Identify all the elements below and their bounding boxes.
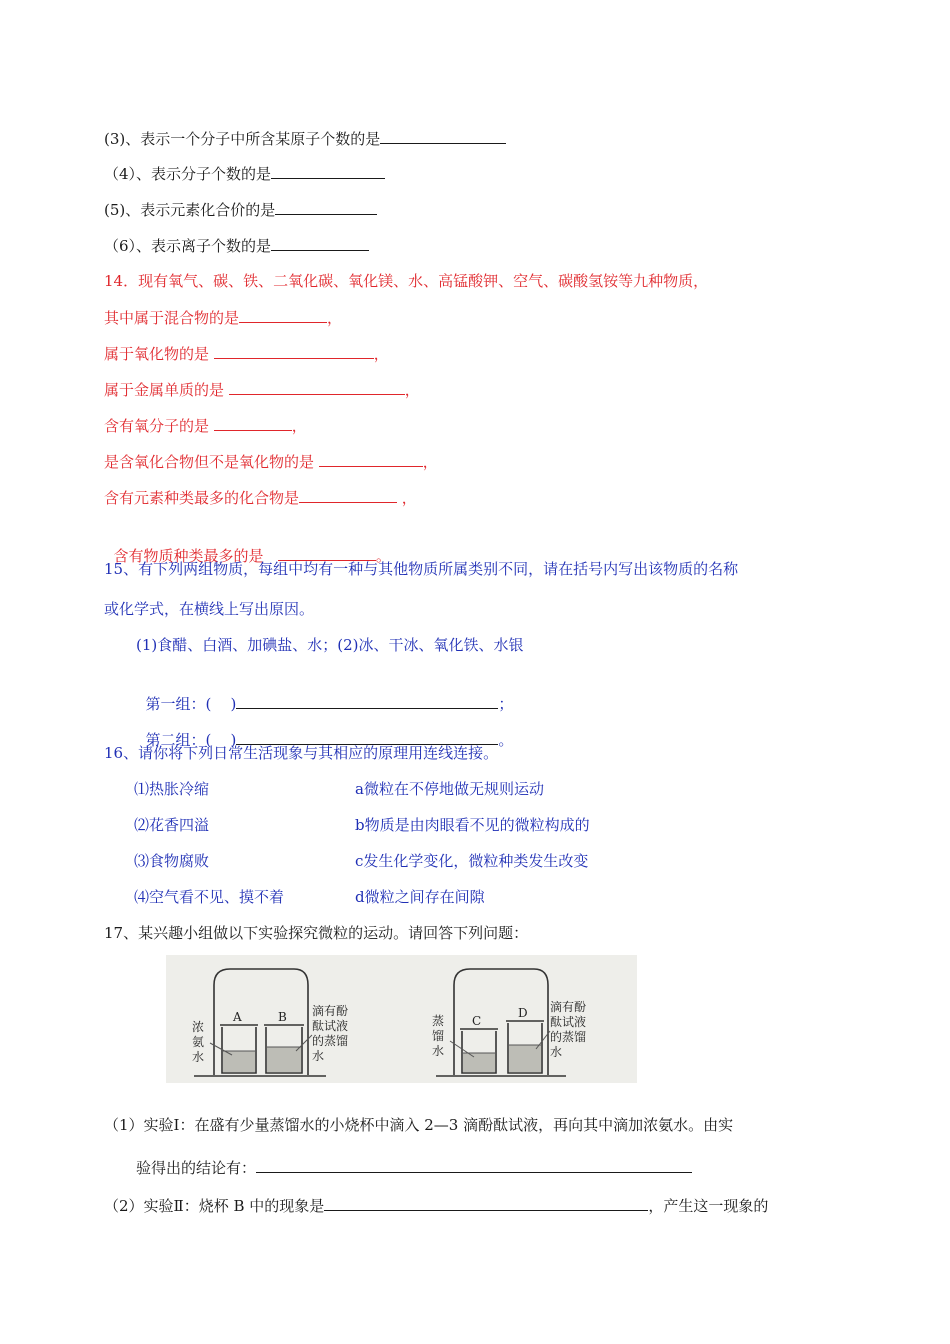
q17-sub1-line2 bbox=[136, 1156, 692, 1178]
q16-right-c[interactable]: c发生化学变化，微粒种类发生改变 bbox=[355, 852, 589, 870]
q15-group-1-label: 第一组：( ) bbox=[145, 695, 237, 713]
q14-blank-metal[interactable] bbox=[229, 378, 405, 395]
q13-item-4 bbox=[104, 162, 385, 184]
q14-line-oxygen-compound bbox=[104, 450, 438, 472]
q14-line-most-elements bbox=[104, 486, 417, 508]
q15-group-1 bbox=[136, 670, 514, 713]
q17-sub1-line1: （1）实验Ⅰ：在盛有少量蒸馏水的小烧杯中滴入 2—3 滴酚酞试液，再向其中滴加浓氨水。由实 bbox=[104, 1116, 734, 1134]
q14-line-end: ， bbox=[422, 453, 438, 471]
beaker-a-label: A bbox=[233, 1010, 242, 1024]
q16-stem: 16、请你将下列日常生活现象与其相应的原理用连线连接。 bbox=[104, 744, 499, 762]
q14-line-metal bbox=[104, 378, 420, 400]
q16-left-1[interactable]: ⑴热胀冷缩 bbox=[134, 780, 210, 798]
q13-item-6-blank[interactable] bbox=[271, 234, 369, 251]
q13-item-6-label: （6）、表示离子个数的是 bbox=[104, 237, 272, 255]
q16-left-4[interactable]: ⑷空气看不见、摸不着 bbox=[134, 888, 285, 906]
q15-group-1-end: ； bbox=[498, 695, 514, 713]
q14-line-end: 。 bbox=[375, 547, 391, 565]
q14-blank-oxygen-molecule[interactable] bbox=[214, 414, 292, 431]
q13-item-3 bbox=[104, 127, 506, 149]
q15-stem-2: 或化学式，在横线上写出原因。 bbox=[104, 600, 315, 618]
q14-line-end: ， bbox=[373, 345, 389, 363]
q14-blank-oxide[interactable] bbox=[214, 342, 374, 359]
q17-sub2-end: ，产生这一现象的 bbox=[648, 1197, 769, 1215]
q16-right-a[interactable]: a微粒在不停地做无规则运动 bbox=[355, 780, 544, 798]
q13-item-3-label: (3)、表示一个分子中所含某原子个数的是 bbox=[104, 130, 381, 148]
right-liquid-label: 蒸馏水 bbox=[432, 1014, 445, 1058]
q14-line-label: 是含氧化合物但不是氧化物的是 bbox=[104, 453, 319, 471]
experiment-figure bbox=[166, 955, 637, 1083]
q13-item-5 bbox=[104, 198, 377, 220]
q13-item-5-label: (5)、表示元素化合价的是 bbox=[104, 201, 276, 219]
q14-line-label: 属于金属单质的是 bbox=[104, 381, 229, 399]
q13-item-4-blank[interactable] bbox=[271, 162, 385, 179]
q14-line-oxygen-molecule bbox=[104, 414, 307, 436]
beaker-d-label: D bbox=[518, 1006, 528, 1020]
q13-item-5-blank[interactable] bbox=[275, 198, 377, 215]
q15-groups: (1)食醋、白酒、加碘盐、水；(2)冰、干冰、氧化铁、水银 bbox=[136, 636, 524, 654]
q16-left-3[interactable]: ⑶食物腐败 bbox=[134, 852, 210, 870]
q17-sub1-blank[interactable] bbox=[256, 1156, 692, 1173]
q17-sub1-label: 验得出的结论有： bbox=[136, 1159, 257, 1177]
q15-group-2 bbox=[136, 706, 514, 749]
q14-line-label: 属于氧化物的是 bbox=[104, 345, 214, 363]
q15-group-2-label: 第二组：( ) bbox=[145, 731, 237, 749]
left-liquid-label: 浓氨水 bbox=[192, 1020, 205, 1064]
q14-line-end: ， bbox=[404, 381, 420, 399]
q17-sub2-blank[interactable] bbox=[324, 1194, 648, 1211]
q14-blank-oxygen-compound[interactable] bbox=[319, 450, 423, 467]
q15-stem-1: 15、有下列两组物质，每组中均有一种与其他物质所属类别不同，请在括号内写出该物质的名称 bbox=[104, 560, 739, 578]
q13-item-4-label: （4）、表示分子个数的是 bbox=[104, 165, 272, 183]
left-note-label: 滴有酚酞试液的蒸馏水 bbox=[312, 1004, 349, 1063]
q14-line-mixture bbox=[104, 306, 342, 328]
q14-line-oxide bbox=[104, 342, 389, 364]
q14-line-end: ， bbox=[327, 309, 343, 327]
beaker-c-label: C bbox=[472, 1014, 482, 1028]
q16-left-2[interactable]: ⑵花香四溢 bbox=[134, 816, 210, 834]
q14-stem: 14．现有氧气、碳、铁、二氧化碳、氧化镁、水、高锰酸钾、空气、碳酸氢铵等九种物质， bbox=[104, 272, 709, 290]
q17-sub2-label: （2）实验Ⅱ：烧杯 B 中的现象是 bbox=[104, 1197, 325, 1215]
q14-line-label: 其中属于混合物的是 bbox=[104, 309, 240, 327]
q14-line-end: ， bbox=[291, 417, 307, 435]
q14-line-label: 含有氧分子的是 bbox=[104, 417, 214, 435]
q13-item-6 bbox=[104, 234, 369, 256]
q14-line-label: 含有物质种类最多的是 bbox=[113, 547, 278, 565]
q14-line-most-substances bbox=[104, 522, 391, 565]
right-note-label: 滴有酚酞试液的蒸馏水 bbox=[550, 1000, 587, 1059]
q14-blank-most-elements[interactable] bbox=[299, 486, 397, 503]
q14-blank-mixture[interactable] bbox=[239, 306, 327, 323]
q17-sub2 bbox=[104, 1194, 768, 1216]
q16-right-b[interactable]: b物质是由肉眼看不见的微粒构成的 bbox=[355, 816, 590, 834]
q14-line-end: ， bbox=[397, 489, 417, 507]
q14-line-label: 含有元素种类最多的化合物是 bbox=[104, 489, 300, 507]
experiment-apparatus-illustration bbox=[166, 955, 637, 1083]
q17-stem: 17、某兴趣小组做以下实验探究微粒的运动。请回答下列问题： bbox=[104, 924, 529, 942]
q16-right-d[interactable]: d微粒之间存在间隙 bbox=[355, 888, 485, 906]
q15-group-2-end: 。 bbox=[498, 731, 514, 749]
q13-item-3-blank[interactable] bbox=[380, 127, 506, 144]
beaker-b-label: B bbox=[278, 1010, 287, 1024]
